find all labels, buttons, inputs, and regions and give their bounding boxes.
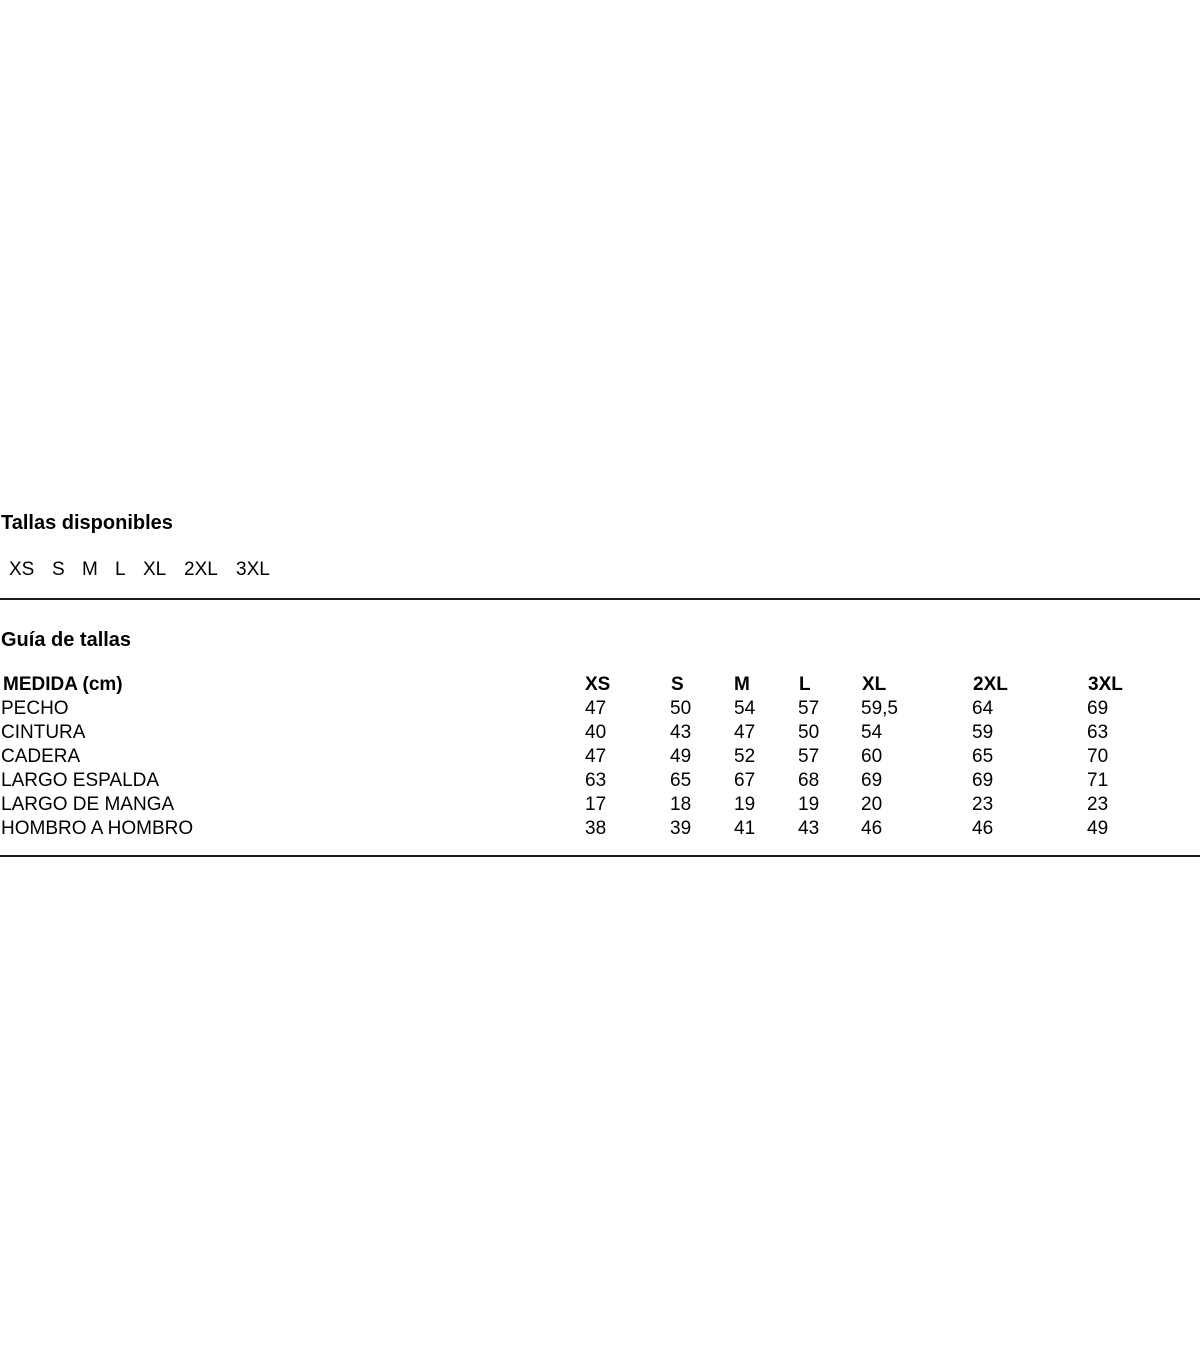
cell-xs: 47	[585, 746, 607, 767]
cell-m: 52	[734, 746, 756, 767]
cell-xl: 60	[861, 746, 883, 767]
header-cell-label: MEDIDA (cm)	[3, 674, 123, 695]
cell-m: 47	[734, 722, 756, 743]
cell-2xl: 59	[972, 722, 994, 743]
row-label: CADERA	[1, 746, 81, 767]
cell-l: 57	[798, 698, 820, 719]
row-label: HOMBRO A HOMBRO	[1, 818, 194, 839]
cell-l: 50	[798, 722, 820, 743]
table-header-row	[0, 673, 1200, 697]
cell-m: 67	[734, 770, 756, 791]
table-row	[0, 817, 1200, 841]
size-guide-table	[0, 673, 1200, 841]
cell-s: 39	[670, 818, 692, 839]
header-cell-l: L	[799, 674, 811, 695]
cell-m: 19	[734, 794, 756, 815]
header-cell-s: S	[671, 674, 684, 695]
table-row	[0, 721, 1200, 745]
cell-xs: 38	[585, 818, 607, 839]
size-option-2xl: 2XL	[184, 559, 218, 580]
cell-3xl: 69	[1087, 698, 1109, 719]
header-cell-3xl: 3XL	[1088, 674, 1123, 695]
size-option-xs: XS	[9, 559, 35, 580]
cell-l: 57	[798, 746, 820, 767]
cell-3xl: 71	[1087, 770, 1109, 791]
cell-s: 43	[670, 722, 692, 743]
cell-xl: 46	[861, 818, 883, 839]
cell-2xl: 23	[972, 794, 994, 815]
cell-xl: 59,5	[861, 698, 898, 719]
cell-xs: 40	[585, 722, 607, 743]
table-row	[0, 769, 1200, 793]
cell-s: 65	[670, 770, 692, 791]
cell-l: 43	[798, 818, 820, 839]
table-row	[0, 793, 1200, 817]
table-row	[0, 745, 1200, 769]
available-sizes-title: Tallas disponibles	[1, 512, 173, 534]
header-cell-xs: XS	[585, 674, 611, 695]
size-option-3xl: 3XL	[236, 559, 270, 580]
cell-s: 49	[670, 746, 692, 767]
size-guide-title: Guía de tallas	[1, 629, 132, 651]
row-label: LARGO DE MANGA	[1, 794, 175, 815]
cell-2xl: 65	[972, 746, 994, 767]
size-option-m: M	[82, 559, 98, 580]
cell-2xl: 64	[972, 698, 994, 719]
cell-2xl: 69	[972, 770, 994, 791]
cell-xs: 17	[585, 794, 607, 815]
size-option-xl: XL	[143, 559, 167, 580]
header-cell-2xl: 2XL	[973, 674, 1008, 695]
cell-m: 41	[734, 818, 756, 839]
cell-xl: 20	[861, 794, 883, 815]
row-label: CINTURA	[1, 722, 86, 743]
cell-m: 54	[734, 698, 756, 719]
divider-top	[0, 598, 1200, 600]
divider-bottom	[0, 855, 1200, 857]
cell-2xl: 46	[972, 818, 994, 839]
table-row	[0, 697, 1200, 721]
cell-s: 18	[670, 794, 692, 815]
cell-3xl: 49	[1087, 818, 1109, 839]
cell-l: 19	[798, 794, 820, 815]
size-option-s: S	[52, 559, 65, 580]
row-label: LARGO ESPALDA	[1, 770, 160, 791]
cell-l: 68	[798, 770, 820, 791]
header-cell-xl: XL	[862, 674, 887, 695]
header-cell-m: M	[734, 674, 750, 695]
cell-3xl: 23	[1087, 794, 1109, 815]
cell-xl: 54	[861, 722, 883, 743]
row-label: PECHO	[1, 698, 69, 719]
size-option-l: L	[115, 559, 126, 580]
cell-3xl: 63	[1087, 722, 1109, 743]
cell-xs: 63	[585, 770, 607, 791]
cell-3xl: 70	[1087, 746, 1109, 767]
cell-s: 50	[670, 698, 692, 719]
cell-xl: 69	[861, 770, 883, 791]
cell-xs: 47	[585, 698, 607, 719]
